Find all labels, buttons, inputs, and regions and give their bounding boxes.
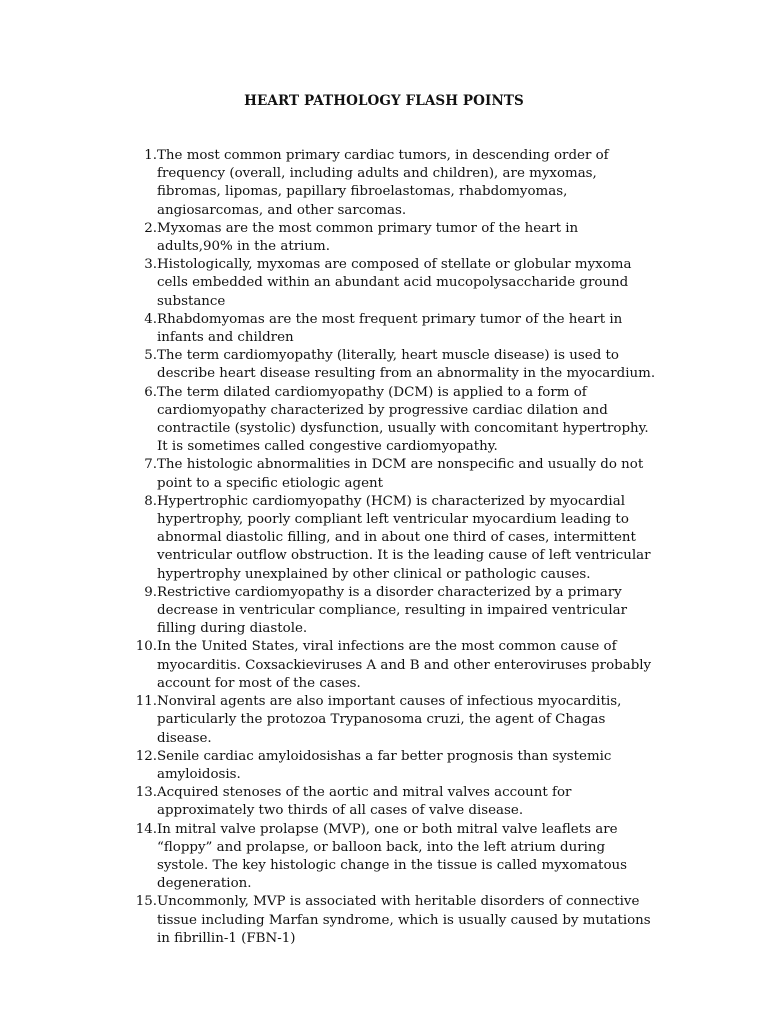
list-item-text: Acquired stenoses of the aortic and mitral valves account for approximately two thirds of all cases of valve disease. bbox=[157, 785, 572, 819]
document-title: HEART PATHOLOGY FLASH POINTS bbox=[244, 93, 524, 109]
list-item-text: Rhabdomyomas are the most frequent primary tumor of the heart in infants and children bbox=[157, 311, 623, 346]
list-item-number-label: 9. bbox=[144, 584, 157, 600]
list-item-text: The most common primary cardiac tumors, in descending order of frequency (overall, including adults and children), are myxomas, fibromas, lipomas, papillary fibroelastomas, rhabdomyomas, angiosarcomas, and other sarcomas. bbox=[157, 148, 609, 218]
list-item bbox=[130, 311, 656, 347]
list-item-text: Senile cardiac amyloidosishas a far better prognosis than systemic amyloidosis. bbox=[157, 748, 612, 782]
list-item-number bbox=[130, 456, 157, 492]
list-item-number-label: 2. bbox=[144, 220, 157, 236]
list-item-number bbox=[130, 821, 157, 894]
list-item-number bbox=[130, 893, 157, 948]
list-item bbox=[130, 384, 656, 457]
list-item bbox=[130, 456, 656, 492]
list-item-number-label: 15. bbox=[135, 894, 157, 910]
list-item-text: Nonviral agents are also important causes of infectious myocarditis, particularly the protozoa Trypanosoma cruzi, the agent of Chagas disease. bbox=[157, 694, 622, 746]
list-item-text: Myxomas are the most common primary tumor of the heart in adults,90% in the atrium. bbox=[157, 220, 579, 255]
list-item bbox=[130, 784, 656, 820]
list-item-number-label: 8. bbox=[144, 493, 157, 509]
list-item-number bbox=[130, 347, 157, 383]
list-item-number-label: 3. bbox=[144, 257, 157, 273]
list-item-number-label: 13. bbox=[135, 785, 157, 801]
list-item-number-label: 10. bbox=[135, 639, 157, 655]
list-item-text: The term cardiomyopathy (literally, heart muscle disease) is used to describe heart disease resulting from an abnormality in the myocardium. bbox=[157, 348, 656, 382]
list-item-text: Hypertrophic cardiomyopathy (HCM) is characterized by myocardial hypertrophy, poorly compliant left ventricular myocardium leading to abnormal diastolic filling, and in about one third of cases, intermittent ventricular outflow obstruction. It is the leading cause of left ventricular hypertrophy unexplained by other clinical or pathologic causes. bbox=[157, 493, 651, 582]
list-item-text: Histologically, myxomas are composed of stellate or globular myxoma cells embedded within an abundant acid mucopolysaccharide ground substance bbox=[157, 257, 632, 309]
list-item bbox=[130, 220, 656, 256]
list-item-number bbox=[130, 384, 157, 457]
list-item bbox=[130, 256, 656, 311]
list-item-text: The histologic abnormalities in DCM are nonspecific and usually do not point to a specific etiologic agent bbox=[157, 457, 644, 491]
list-item-number bbox=[130, 493, 157, 584]
list-item-number bbox=[130, 748, 157, 784]
list-item-number bbox=[130, 256, 157, 311]
list-item-number-label: 6. bbox=[144, 384, 157, 400]
list-item-text: In mitral valve prolapse (MVP), one or both mitral valve leaflets are “floppy” and prolapse, or balloon back, into the left atrium during systole. The key histologic change in the tissue is called myxomatous degeneration. bbox=[157, 821, 627, 892]
list-item bbox=[130, 147, 656, 220]
list-item-number bbox=[130, 220, 157, 256]
list-item-number-label: 11. bbox=[135, 694, 157, 710]
list-item bbox=[130, 821, 656, 894]
list-item-text: The term dilated cardiomyopathy (DCM) is applied to a form of cardiomyopathy characterized by progressive cardiac dilation and contractile (systolic) dysfunction, usually with concomitant hypertrophy. It is sometimes called congestive cardiomyopathy. bbox=[157, 384, 649, 455]
list-item bbox=[130, 638, 656, 693]
list-item-number bbox=[130, 147, 157, 220]
list-item-text: Uncommonly, MVP is associated with heritable disorders of connective tissue including Marfan syndrome, which is usually caused by mutations in fibrillin-1 (FBN-1) bbox=[157, 894, 651, 946]
list-item-number bbox=[130, 584, 157, 639]
list-item-number bbox=[130, 638, 157, 693]
list-item-number-label: 7. bbox=[144, 457, 157, 473]
list-item-number bbox=[130, 311, 157, 347]
numbered-list bbox=[130, 147, 656, 948]
list-item-text: Restrictive cardiomyopathy is a disorder characterized by a primary decrease in ventricular compliance, resulting in impaired ventricular filling during diastole. bbox=[157, 584, 628, 637]
list-item-number-label: 14. bbox=[135, 821, 157, 837]
list-item bbox=[130, 347, 656, 383]
list-item-number-label: 4. bbox=[144, 311, 157, 327]
list-item-number-label: 5. bbox=[144, 348, 157, 364]
list-item-number bbox=[130, 693, 157, 748]
list-item bbox=[130, 584, 656, 639]
list-item-text: In the United States, viral infections are the most common cause of myocarditis. Coxsackieviruses A and B and other enteroviruses probably account for most of the cases. bbox=[157, 639, 652, 691]
list-item-number-label: 1. bbox=[144, 148, 157, 163]
list-item-number bbox=[130, 784, 157, 820]
list-item-number-label: 12. bbox=[135, 748, 157, 764]
list-item bbox=[130, 493, 656, 584]
list-item bbox=[130, 693, 656, 748]
list-item bbox=[130, 893, 656, 948]
list-item bbox=[130, 748, 656, 784]
